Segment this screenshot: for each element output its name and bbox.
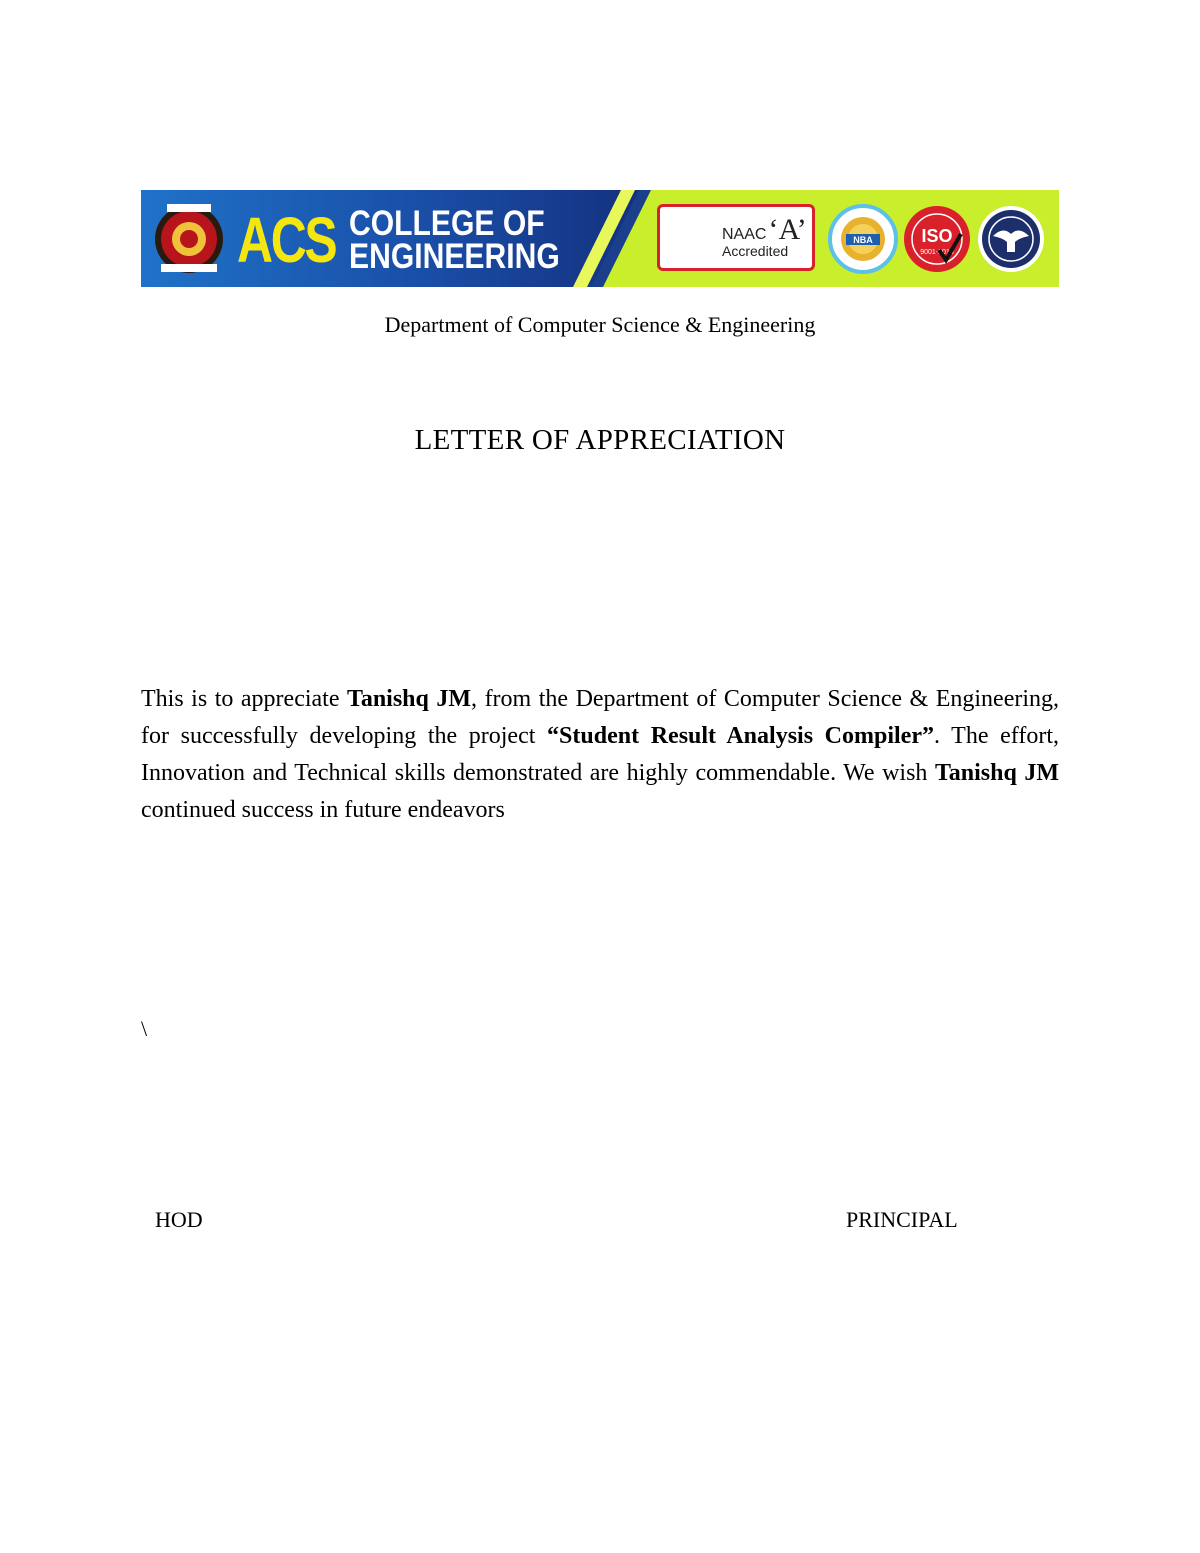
- nba-badge-icon: [830, 206, 896, 272]
- college-name: [237, 200, 594, 280]
- letter-title: LETTER OF APPRECIATION: [414, 424, 786, 456]
- department-line: Department of Computer Science & Engineering: [384, 312, 816, 337]
- eagle-seal-icon: [978, 206, 1044, 272]
- student-name: Tanishq JM: [934, 760, 1059, 786]
- appreciation-body: [141, 681, 1059, 829]
- signature-principal: PRINCIPAL: [846, 1207, 958, 1232]
- brand-line-1: COLLEGE OF: [349, 204, 545, 243]
- naac-accreditation-badge: [657, 204, 815, 271]
- college-seal-icon: [155, 204, 223, 273]
- brand-mark: ACS: [237, 204, 336, 276]
- stray-mark: \: [141, 1016, 148, 1041]
- iso-badge-icon: [904, 206, 970, 272]
- naac-grade: ‘A’: [768, 213, 807, 246]
- college-words: [349, 204, 560, 276]
- body-text: . The effort, Innovation and Technical skills demonstrated are highly commendable. We wish: [141, 723, 1059, 786]
- student-name: Tanishq JM: [347, 686, 472, 712]
- nba-badge-label: NBA: [853, 235, 873, 245]
- body-text: , from the Department of Computer Science & Engineering, for successfully developing the project: [141, 686, 1060, 749]
- iso-badge-label: ISO: [921, 226, 953, 246]
- naac-status: Accredited: [722, 243, 789, 259]
- body-text: This is to appreciate: [141, 686, 348, 712]
- body-text: continued success in future endeavors: [141, 797, 505, 823]
- naac-text: [722, 213, 807, 259]
- project-title: “Student Result Analysis Compiler”: [547, 723, 934, 749]
- signature-hod: HOD: [155, 1207, 203, 1232]
- iso-badge-number: 9001-2015: [920, 249, 954, 256]
- naac-label: NAAC: [722, 226, 767, 243]
- brand-line-2: ENGINEERING: [349, 237, 560, 276]
- college-header-banner: [141, 190, 1059, 287]
